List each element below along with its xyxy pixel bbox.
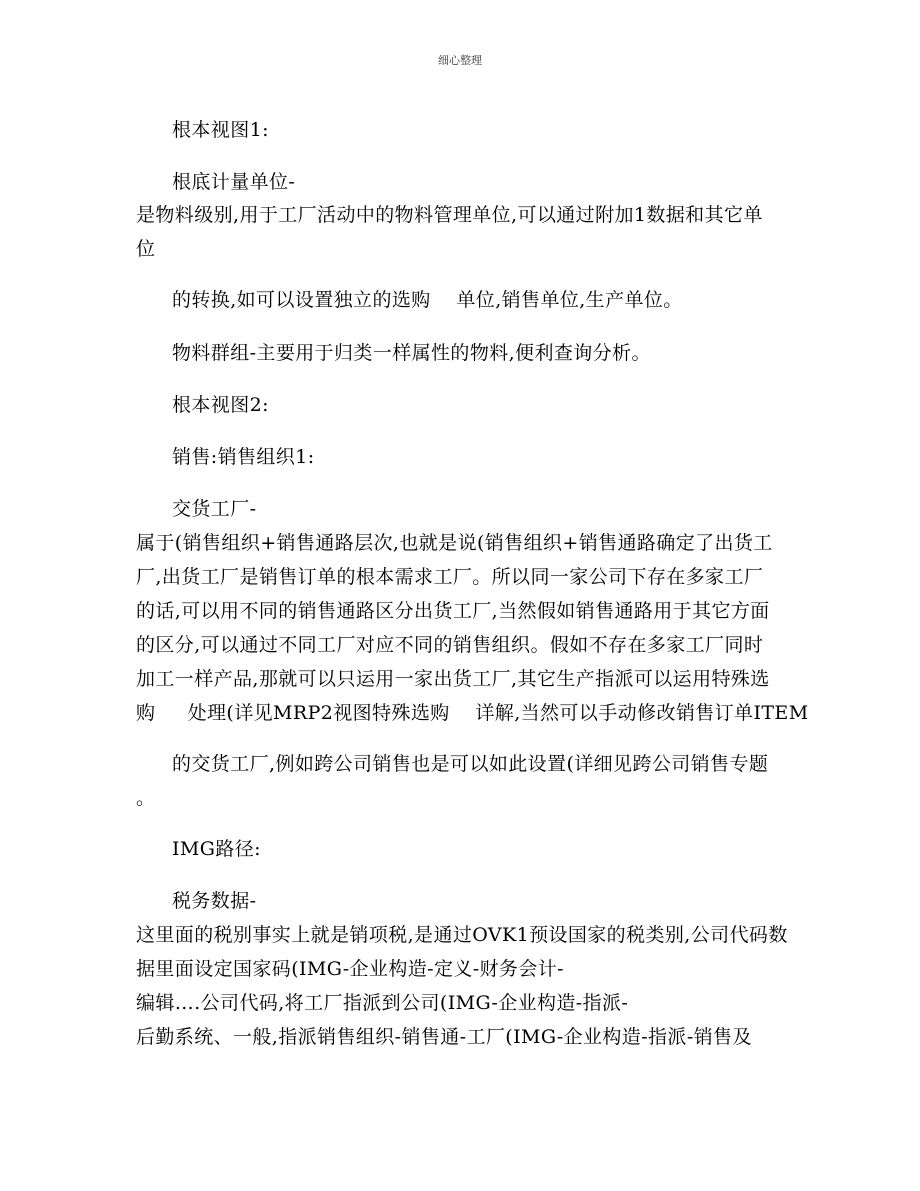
text-line: 编辑….公司代码,将工厂指派到公司(IMG-企业构造-指派- [136, 992, 629, 1014]
text-line: 购 处理(详见MRP2视图特殊选购 详解,当然可以手动修改销售订单ITEM [136, 702, 809, 724]
text-line: 属于(销售组织+销售通路层次,也就是说(销售组织+销售通路确定了出货工 [136, 532, 773, 554]
text-line: 税务数据- [172, 890, 257, 912]
text-line: 位 [136, 238, 156, 260]
text-line: 厂,出货工厂是销售订单的根本需求工厂。所以同一家公司下存在多家工厂 [136, 566, 764, 588]
text-line: 根本视图2: [172, 394, 269, 416]
text-line: 的转换,如可以设置独立的选购 单位,销售单位,生产单位。 [172, 289, 683, 311]
text-line: 销售:销售组织1: [172, 446, 315, 468]
text-line: IMG路径: [172, 838, 261, 860]
text-line: 。 [136, 787, 156, 809]
text-line: 交货工厂- [172, 498, 257, 520]
text-line: 后勤系统、一般,指派销售组织-销售通-工厂(IMG-企业构造-指派-销售及 [136, 1026, 752, 1048]
text-line: 据里面设定国家码(IMG-企业构造-定义-财务会计- [136, 958, 564, 980]
text-line: 的交货工厂,例如跨公司销售也是可以如此设置(详细见跨公司销售专题 [172, 753, 769, 775]
text-line: 根底计量单位- [172, 171, 296, 193]
text-line: 的区分,可以通过不同工厂对应不同的销售组织。假如不存在多家工厂同时 [136, 634, 764, 656]
text-line: 是物料级别,用于工厂活动中的物料管理单位,可以通过附加1数据和其它单 [136, 204, 763, 226]
page-header: 细心整理 [438, 54, 482, 67]
text-line: 的话,可以用不同的销售通路区分出货工厂,当然假如销售通路用于其它方面 [136, 600, 770, 622]
text-line: 物料群组-主要用于归类一样属性的物料,便利查询分析。 [172, 342, 651, 364]
text-line: 这里面的税别事实上就是销项税,是通过OVK1预设国家的税类别,公司代码数 [136, 924, 788, 946]
text-line: 加工一样产品,那就可以只运用一家出货工厂,其它生产指派可以运用特殊选 [136, 668, 770, 690]
text-line: 根本视图1: [172, 119, 269, 141]
